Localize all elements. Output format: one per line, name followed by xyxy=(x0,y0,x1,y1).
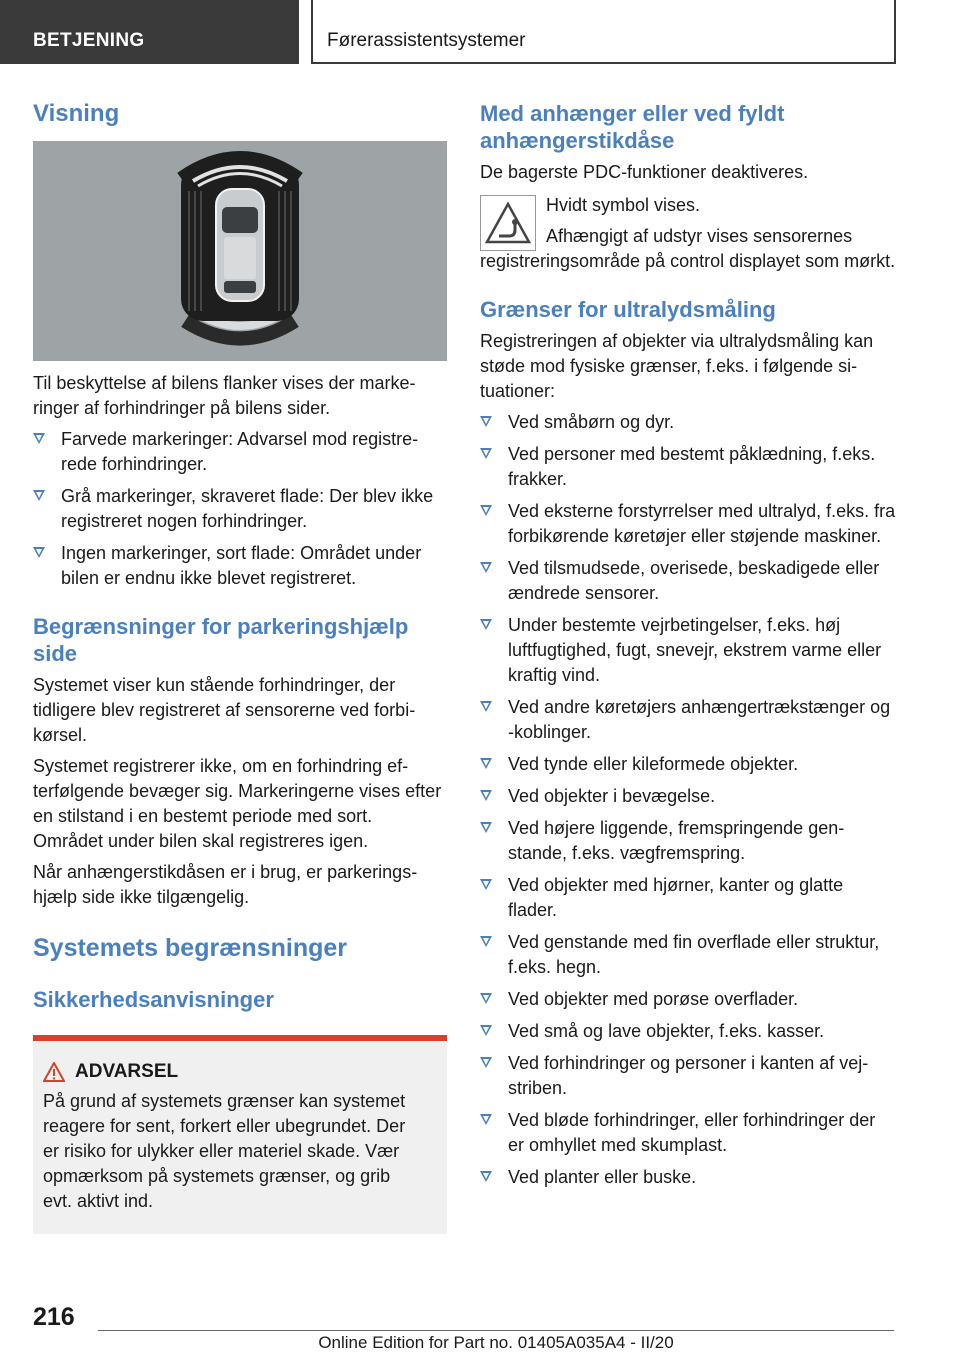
list-item: Ved genstande med fin overflade eller struktur, f.eks. hegn. xyxy=(480,930,896,980)
list-item: Ved objekter i bevægelse. xyxy=(480,784,896,809)
list-item: Ved forhindringer og personer i kanten af vejstriben. xyxy=(480,1051,896,1101)
section-tab xyxy=(0,0,299,64)
bullet-triangle-icon xyxy=(480,936,492,947)
section-title: BETJENING xyxy=(33,30,145,51)
footer-divider xyxy=(98,1330,894,1331)
list-item: Ved objekter med porøse overflader. xyxy=(480,987,896,1012)
bullet-triangle-icon xyxy=(480,701,492,712)
list-item: Ved små og lave objekter, f.eks. kasser. xyxy=(480,1019,896,1044)
ultrasonic-paragraph: Registreringen af objekter via ultralydsmåling kan støde mod fysiske grænser, f.eks. i følgende situationer: xyxy=(480,331,874,401)
bullet-triangle-icon xyxy=(480,879,492,890)
bullet-triangle-icon xyxy=(480,619,492,630)
figure-description: Til beskyttelse af bilens flanker vises der markeringer af forhindringer på bilens sider. xyxy=(33,373,416,418)
symbol-line-1: Hvidt symbol vises. xyxy=(546,195,701,215)
markings-list xyxy=(33,427,447,591)
list-item: Ved andre køretøjers anhængertrækstænger og -koblinger. xyxy=(480,695,896,745)
list-item: Ved personer med bestemt påklædning, f.eks. frakker. xyxy=(480,442,896,492)
visning-heading: Visning xyxy=(33,100,120,127)
bullet-triangle-icon xyxy=(480,1171,492,1182)
limits-paragraph-2: Systemet registrerer ikke, om en forhindring efterfølgende bevæger sig. Markeringerne vises efter en stilstand i en bestemt periode med sort. Området under bilen skal registreres igen. xyxy=(33,756,442,851)
page-number: 216 xyxy=(33,1303,75,1331)
list-item: Farvede markeringer: Advarsel mod registrerede forhindringer. xyxy=(33,427,447,477)
limits-paragraph-1: Systemet viser kun stående forhindringer, der tidligere blev registreret af sensorerne ved forbikørsel. xyxy=(33,675,416,745)
car-top-view-icon xyxy=(33,141,447,361)
trailer-paragraph: De bagerste PDC-funktioner deaktiveres. xyxy=(480,162,809,182)
left-column xyxy=(33,100,447,1234)
list-item: Ingen markeringer, sort flade: Området under bilen er endnu ikke blevet registreret. xyxy=(33,541,447,591)
warning-box xyxy=(33,1035,447,1234)
list-item: Under bestemte vejrbetingelser, f.eks. høj luftfugtighed, fugt, snevejr, ekstrem varme eller kraftig vind. xyxy=(480,613,896,688)
bullet-triangle-icon xyxy=(480,505,492,516)
list-item: Ved højere liggende, fremspringende genstande, f.eks. vægfremspring. xyxy=(480,816,896,866)
symbol-row xyxy=(480,193,896,274)
limits-paragraph-3: Når anhængerstikdåsen er i brug, er parkeringshjælp side ikke tilgængelig. xyxy=(33,862,418,907)
bullet-triangle-icon xyxy=(33,547,45,558)
list-item: Ved tilsmudsede, overisede, beskadigede eller ændrede sensorer. xyxy=(480,556,896,606)
page-header xyxy=(0,0,960,66)
trailer-warning-icon xyxy=(481,196,535,250)
safety-heading: Sikkerhedsanvisninger xyxy=(33,987,274,1012)
bullet-triangle-icon xyxy=(33,490,45,501)
bullet-triangle-icon xyxy=(480,1114,492,1125)
list-item: Ved planter eller buske. xyxy=(480,1165,896,1190)
chapter-tab xyxy=(311,0,896,64)
bullet-triangle-icon xyxy=(480,1025,492,1036)
warning-header xyxy=(43,1061,423,1083)
list-item: Ved eksterne forstyrrelser med ultralyd, f.eks. fra forbikørende køretøjer eller støjende maskiner. xyxy=(480,499,896,549)
list-item: Ved tynde eller kileformede objekter. xyxy=(480,752,896,777)
system-limits-heading: Systemets begrænsninger xyxy=(33,934,347,962)
edition-text: Online Edition for Part no. 01405A035A4 - II/20 xyxy=(318,1333,674,1352)
list-item: Ved objekter med hjørner, kanter og glatte flader. xyxy=(480,873,896,923)
bullet-triangle-icon xyxy=(480,790,492,801)
situations-list xyxy=(480,410,896,1190)
trailer-heading: Med anhænger eller ved fyldt anhængerstikdåse xyxy=(480,101,785,153)
bullet-triangle-icon xyxy=(480,822,492,833)
limits-heading: Begrænsninger for parkeringshjælp side xyxy=(33,614,409,666)
bullet-triangle-icon xyxy=(480,562,492,573)
right-column xyxy=(480,100,896,1197)
warning-text: På grund af systemets grænser kan systemet reagere for sent, forkert eller ubegrundet. Der er risiko for ulykker eller materiel skade. Vær opmærksom på systemets grænser, og grib evt. aktivt ind. xyxy=(43,1091,406,1211)
chapter-title: Førerassistentsystemer xyxy=(327,30,526,51)
pdc-side-view-figure xyxy=(33,141,447,361)
ultrasonic-heading: Grænser for ultralydsmåling xyxy=(480,297,776,322)
bullet-triangle-icon xyxy=(480,993,492,1004)
list-item: Ved småbørn og dyr. xyxy=(480,410,896,435)
warning-label: ADVARSEL xyxy=(75,1061,179,1082)
bullet-triangle-icon xyxy=(480,758,492,769)
trailer-symbol-box xyxy=(480,195,536,251)
warning-triangle-icon xyxy=(43,1062,65,1082)
bullet-triangle-icon xyxy=(480,416,492,427)
bullet-triangle-icon xyxy=(33,433,45,444)
bullet-triangle-icon xyxy=(480,1057,492,1068)
list-item: Ved bløde forhindringer, eller forhindringer der er omhyllet med skumplast. xyxy=(480,1108,896,1158)
list-item: Grå markeringer, skraveret flade: Der blev ikke registreret nogen forhindringer. xyxy=(33,484,447,534)
symbol-line-2: Afhængigt af udstyr vises sensorernes registreringsområde på control displayet som mørkt. xyxy=(480,226,896,271)
bullet-triangle-icon xyxy=(480,448,492,459)
